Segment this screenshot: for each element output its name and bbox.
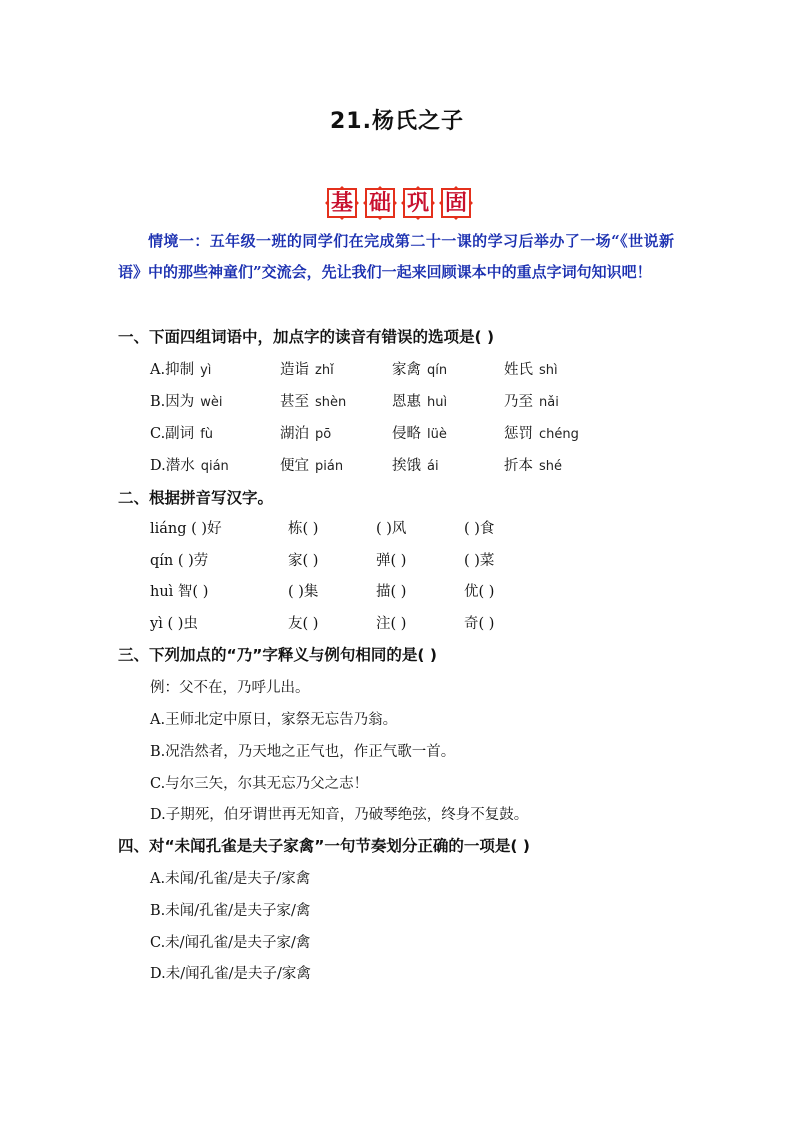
banner-char: 础 (368, 190, 391, 216)
question-2-heading: 二、根据拼音写汉字。 (118, 489, 274, 507)
page-title: 21.杨氏之子 (330, 109, 464, 134)
q1-cell: B.因为 wèi (150, 394, 223, 410)
question-4-heading: 四、对“未闻孔雀是夫子家禽”一句节奏划分正确的一项是( ) (118, 837, 530, 855)
banner-badge (438, 185, 474, 221)
q2-blank[interactable]: ( )食 (464, 521, 495, 537)
q2-blank[interactable]: 弹( ) (376, 553, 407, 569)
q1-cell: 姓氏 shì (504, 362, 558, 378)
q1-cell: 甚至 shèn (280, 394, 347, 410)
q2-blank[interactable]: ( )集 (288, 584, 319, 600)
q2-blank[interactable]: ( )风 (376, 521, 407, 537)
q2-blank[interactable]: 优( ) (464, 584, 495, 600)
q2-blank[interactable]: yì ( )虫 (150, 616, 198, 632)
q1-cell: 湖泊 pō (280, 426, 332, 442)
banner-char: 基 (330, 190, 353, 216)
q4-option-d[interactable]: D.未/闻孔雀/是夫子/家禽 (150, 966, 311, 982)
q1-cell: C.副词 fù (150, 426, 214, 442)
q1-cell: A.抑制 yì (150, 362, 212, 378)
q2-blank[interactable]: huì 智( ) (150, 584, 209, 600)
q4-option-a[interactable]: A.未闻/孔雀/是夫子/家禽 (150, 871, 311, 887)
q1-cell: 便宜 pián (280, 458, 344, 474)
banner-badge (324, 185, 360, 221)
q4-option-c[interactable]: C.未/闻孔雀/是夫子家/禽 (150, 935, 311, 951)
q1-cell: 造诣 zhǐ (280, 362, 334, 378)
q2-blank[interactable]: ( )菜 (464, 553, 495, 569)
q1-cell: 惩罚 chéng (504, 426, 579, 442)
q1-cell: 乃至 nǎi (504, 394, 559, 410)
section-banner (324, 185, 476, 221)
q2-blank[interactable]: 栋( ) (288, 521, 319, 537)
q2-blank[interactable]: 描( ) (376, 584, 407, 600)
question-1-heading: 一、下面四组词语中，加点字的读音有错误的选项是( ) (118, 328, 495, 346)
q2-blank[interactable]: 家( ) (288, 553, 319, 569)
q2-blank[interactable]: 友( ) (288, 616, 319, 632)
scenario-text: 情境一：五年级一班的同学们在完成第二十一课的学习后举办了一场“《世说新语》中的那些神童们”交流会，先让我们一起来回顾课本中的重点字词句知识吧！ (118, 232, 674, 281)
q1-cell: 恩惠 huì (392, 394, 448, 410)
banner-char: 巩 (406, 190, 429, 216)
q1-cell: D.潜水 qián (150, 458, 229, 474)
q2-blank[interactable]: 奇( ) (464, 616, 495, 632)
q1-cell: 侵略 lüè (392, 426, 447, 442)
q4-option-b[interactable]: B.未闻/孔雀/是夫子家/禽 (150, 903, 311, 919)
q2-blank[interactable]: qín ( )劳 (150, 553, 209, 569)
q3-option-c[interactable]: C.与尔三矢，尔其无忘乃父之志！ (150, 776, 369, 792)
q3-example: 例：父不在，乃呼儿出。 (150, 680, 310, 696)
q2-blank[interactable]: 注( ) (376, 616, 407, 632)
q1-cell: 折本 shé (504, 458, 563, 474)
q3-option-d[interactable]: D.子期死，伯牙谓世再无知音，乃破琴绝弦，终身不复鼓。 (150, 807, 529, 823)
banner-char: 固 (444, 190, 467, 216)
banner-badge (400, 185, 436, 221)
q1-cell: 家禽 qín (392, 362, 448, 378)
q1-cell: 挨饿 ái (392, 458, 439, 474)
q3-option-a[interactable]: A.王师北定中原日，家祭无忘告乃翁。 (150, 712, 398, 728)
banner-badge (362, 185, 398, 221)
question-3-heading: 三、下列加点的“乃”字释义与例句相同的是( ) (118, 646, 437, 664)
q2-blank[interactable]: liáng ( )好 (150, 521, 222, 537)
q3-option-b[interactable]: B.况浩然者，乃天地之正气也，作正气歌一首。 (150, 744, 456, 760)
